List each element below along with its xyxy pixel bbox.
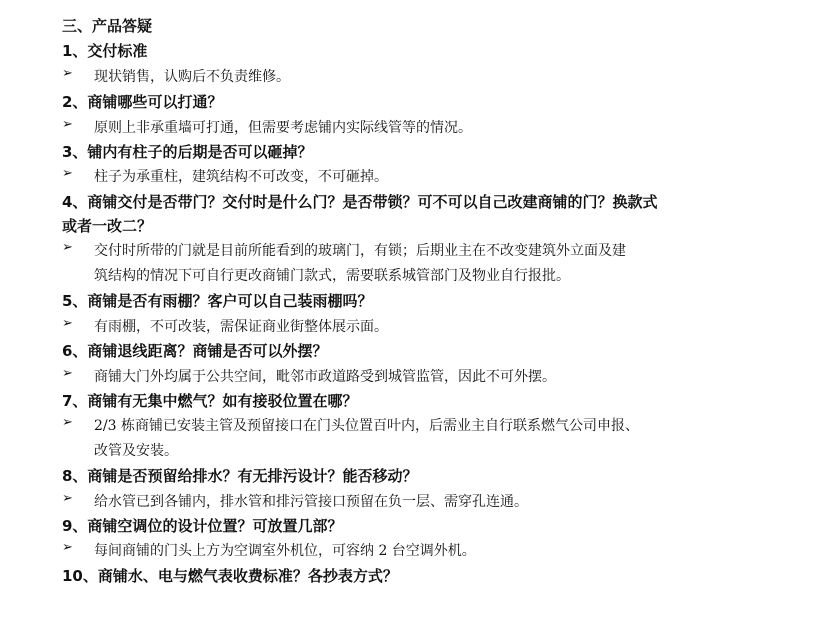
bullet-arrow-icon: ➢ <box>62 117 73 132</box>
answer-text: 现状销售，认购后不负责维修。 <box>94 69 290 85</box>
bullet-arrow-icon: ➢ <box>62 316 73 331</box>
question-2: 2、商铺哪些可以打通？ <box>62 93 223 111</box>
answer-text: 交付时所带的门就是目前所能看到的玻璃门，有锁；后期业主在不改变建筑外立面及建 <box>94 243 626 259</box>
answer-text: 原则上非承重墙可打通，但需要考虑铺内实际线管等的情况。 <box>94 120 472 136</box>
question-4-line-2: 或者一改二？ <box>62 217 153 235</box>
bullet-arrow-icon: ➢ <box>62 540 73 555</box>
question-5: 5、商铺是否有雨棚？客户可以自己装雨棚吗？ <box>62 292 373 310</box>
answer-text: 筑结构的情况下可自行更改商铺门款式，需要联系城管部门及物业自行报批。 <box>94 268 570 284</box>
question-7: 7、商铺有无集中燃气？如有接驳位置在哪？ <box>62 392 358 410</box>
question-9: 9、商铺空调位的设计位置？可放置几部？ <box>62 517 343 535</box>
answer-text: 给水管已到各铺内，排水管和排污管接口预留在负一层、需穿孔连通。 <box>94 494 528 510</box>
bullet-arrow-icon: ➢ <box>62 491 73 506</box>
bullet-arrow-icon: ➢ <box>62 240 73 255</box>
answer-text: 2/3 栋商铺已安装主管及预留接口在门头位置百叶内，后需业主自行联系燃气公司申报、 <box>94 418 639 434</box>
section-title: 三、产品答疑 <box>62 17 153 35</box>
answer-text: 柱子为承重柱，建筑结构不可改变，不可砸掉。 <box>94 169 388 185</box>
question-6: 6、商铺退线距离？商铺是否可以外摆？ <box>62 342 328 360</box>
answer-text: 改管及安装。 <box>94 443 178 459</box>
question-4-line-1: 4、商铺交付是否带门？交付时是什么门？是否带锁？可不可以自己改建商铺的门？换款式 <box>62 193 658 211</box>
bullet-arrow-icon: ➢ <box>62 415 73 430</box>
question-3: 3、铺内有柱子的后期是否可以砸掉？ <box>62 143 313 161</box>
bullet-arrow-icon: ➢ <box>62 166 73 181</box>
question-8: 8、商铺是否预留给排水？有无排污设计？能否移动？ <box>62 467 418 485</box>
answer-text: 有雨棚，不可改装，需保证商业街整体展示面。 <box>94 319 388 335</box>
answer-text: 每间商铺的门头上方为空调室外机位，可容纳 2 台空调外机。 <box>94 543 476 559</box>
bullet-arrow-icon: ➢ <box>62 66 73 81</box>
bullet-arrow-icon: ➢ <box>62 366 73 381</box>
answer-text: 商铺大门外均属于公共空间，毗邻市政道路受到城管监管，因此不可外摆。 <box>94 369 556 385</box>
question-10: 10、商铺水、电与燃气表收费标准？各抄表方式？ <box>62 567 398 585</box>
question-1: 1、交付标准 <box>62 42 148 60</box>
